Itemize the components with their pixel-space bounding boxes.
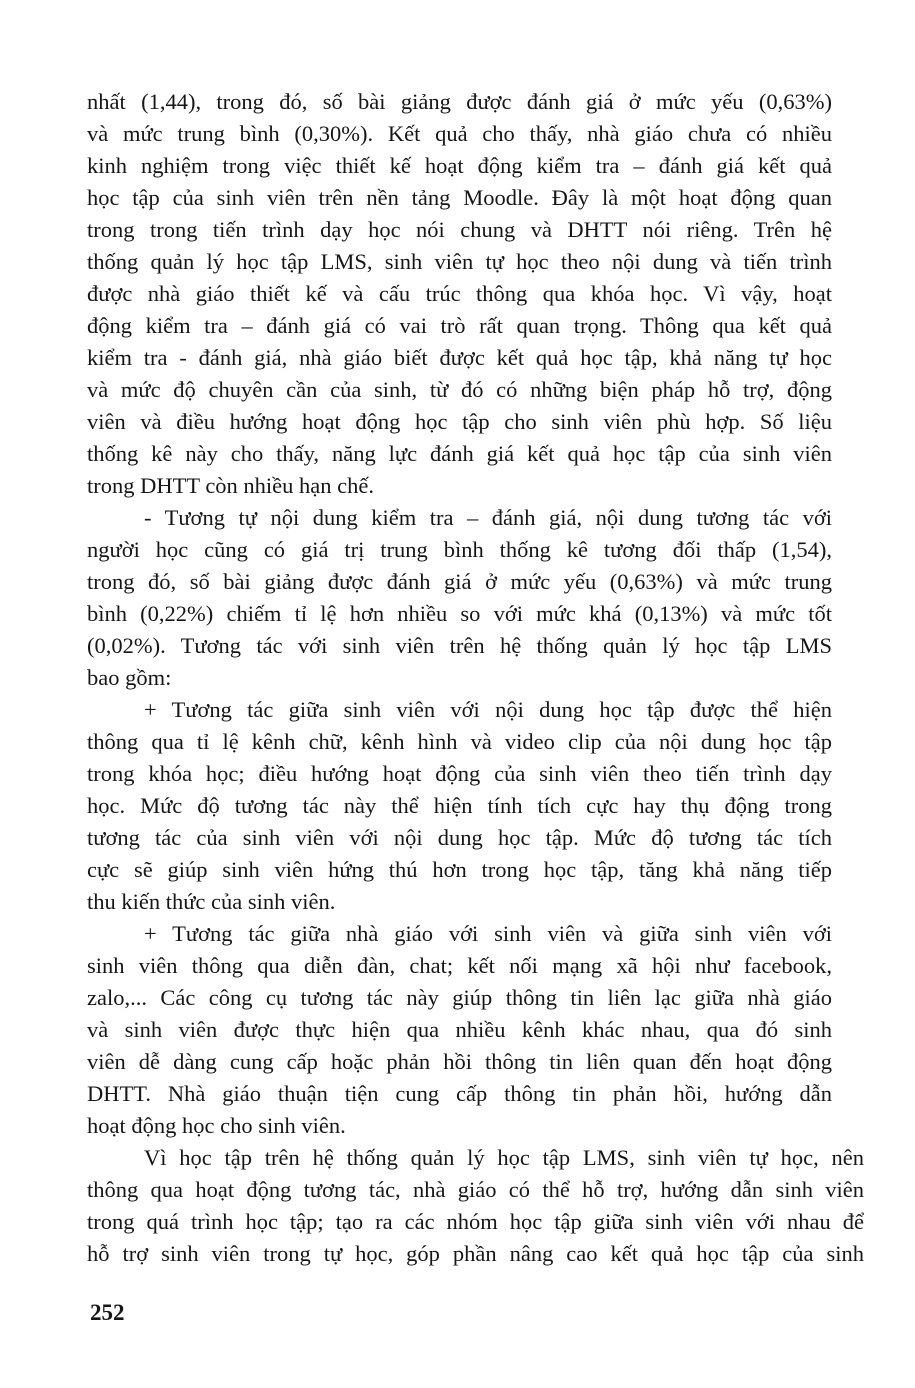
- text-line: học tập của sinh viên trên nền tảng Moodle. Đây là một hoạt động quan: [87, 185, 832, 210]
- text-line: hỗ trợ sinh viên trong tự học, góp phần nâng cao kết quả học tập của sinh: [87, 1241, 864, 1266]
- text-line: + Tương tác giữa sinh viên với nội dung học tập được thể hiện: [144, 697, 832, 722]
- text-line: trong trong tiến trình dạy học nói chung và DHTT nói riêng. Trên hệ: [87, 217, 832, 242]
- text-line: nhất (1,44), trong đó, số bài giảng được đánh giá ở mức yếu (0,63%): [87, 89, 832, 114]
- text-line: thống quản lý học tập LMS, sinh viên tự học theo nội dung và tiến trình: [87, 249, 832, 274]
- text-line: trong khóa học; điều hướng hoạt động của sinh viên theo tiến trình dạy: [87, 761, 832, 786]
- text-line: kiểm tra - đánh giá, nhà giáo biết được kết quả học tập, khả năng tự học: [87, 345, 832, 370]
- text-line: - Tương tự nội dung kiểm tra – đánh giá, nội dung tương tác với: [144, 505, 832, 530]
- text-line: động kiểm tra – đánh giá có vai trò rất quan trọng. Thông qua kết quả: [87, 313, 832, 338]
- page-text: [87, 86, 864, 1270]
- text-line: DHTT. Nhà giáo thuận tiện cung cấp thông tin phản hồi, hướng dẫn: [87, 1081, 832, 1106]
- text-line: người học cũng có giá trị trung bình thống kê tương đối thấp (1,54),: [87, 537, 832, 562]
- text-line: trong quá trình học tập; tạo ra các nhóm học tập giữa sinh viên với nhau để: [87, 1209, 864, 1234]
- text-line: thống kê này cho thấy, năng lực đánh giá kết quả học tập của sinh viên: [87, 441, 832, 466]
- text-line: thông qua tỉ lệ kênh chữ, kênh hình và video clip của nội dung học tập: [87, 729, 832, 754]
- page-number: 252: [90, 1300, 125, 1325]
- paragraph: [87, 918, 832, 1142]
- text-line: trong DHTT còn nhiều hạn chế.: [87, 473, 375, 498]
- text-line: zalo,... Các công cụ tương tác này giúp thông tin liên lạc giữa nhà giáo: [87, 985, 832, 1010]
- text-line: tương tác của sinh viên với nội dung học tập. Mức độ tương tác tích: [87, 825, 832, 850]
- paragraph: [87, 1142, 864, 1270]
- text-line: thông qua hoạt động tương tác, nhà giáo có thể hỗ trợ, hướng dẫn sinh viên: [87, 1177, 864, 1202]
- text-line: và mức độ chuyên cần của sinh, từ đó có những biện pháp hỗ trợ, động: [87, 377, 832, 402]
- text-line: và sinh viên được thực hiện qua nhiều kênh khác nhau, qua đó sinh: [87, 1017, 832, 1042]
- text-line: kinh nghiệm trong việc thiết kế hoạt động kiểm tra – đánh giá kết quả: [87, 153, 832, 178]
- text-line: sinh viên thông qua diễn đàn, chat; kết nối mạng xã hội như facebook,: [87, 953, 832, 978]
- text-line: trong đó, số bài giảng được đánh giá ở mức yếu (0,63%) và mức trung: [87, 569, 832, 594]
- text-line: thu kiến thức của sinh viên.: [87, 889, 336, 914]
- text-line: học. Mức độ tương tác này thể hiện tính tích cực hay thụ động trong: [87, 793, 832, 818]
- text-line: viên dễ dàng cung cấp hoặc phản hồi thông tin liên quan đến hoạt động: [87, 1049, 832, 1074]
- text-line: hoạt động học cho sinh viên.: [87, 1113, 346, 1138]
- text-line: và mức trung bình (0,30%). Kết quả cho thấy, nhà giáo chưa có nhiều: [87, 121, 832, 146]
- paragraph: [87, 86, 832, 502]
- text-line: bao gồm:: [87, 665, 172, 690]
- text-line: (0,02%). Tương tác với sinh viên trên hệ thống quản lý học tập LMS: [87, 633, 832, 658]
- text-line: + Tương tác giữa nhà giáo với sinh viên và giữa sinh viên với: [144, 921, 832, 946]
- paragraph: [87, 502, 832, 694]
- paragraph: [87, 694, 832, 918]
- text-line: bình (0,22%) chiếm tỉ lệ hơn nhiều so với mức khá (0,13%) và mức tốt: [87, 601, 832, 626]
- text-line: được nhà giáo thiết kế và cấu trúc thông qua khóa học. Vì vậy, hoạt: [87, 281, 832, 306]
- text-line: Vì học tập trên hệ thống quản lý học tập LMS, sinh viên tự học, nên: [144, 1145, 864, 1170]
- text-line: viên và điều hướng hoạt động học tập cho sinh viên phù hợp. Số liệu: [87, 409, 832, 434]
- text-line: cực sẽ giúp sinh viên hứng thú hơn trong học tập, tăng khả năng tiếp: [87, 857, 832, 882]
